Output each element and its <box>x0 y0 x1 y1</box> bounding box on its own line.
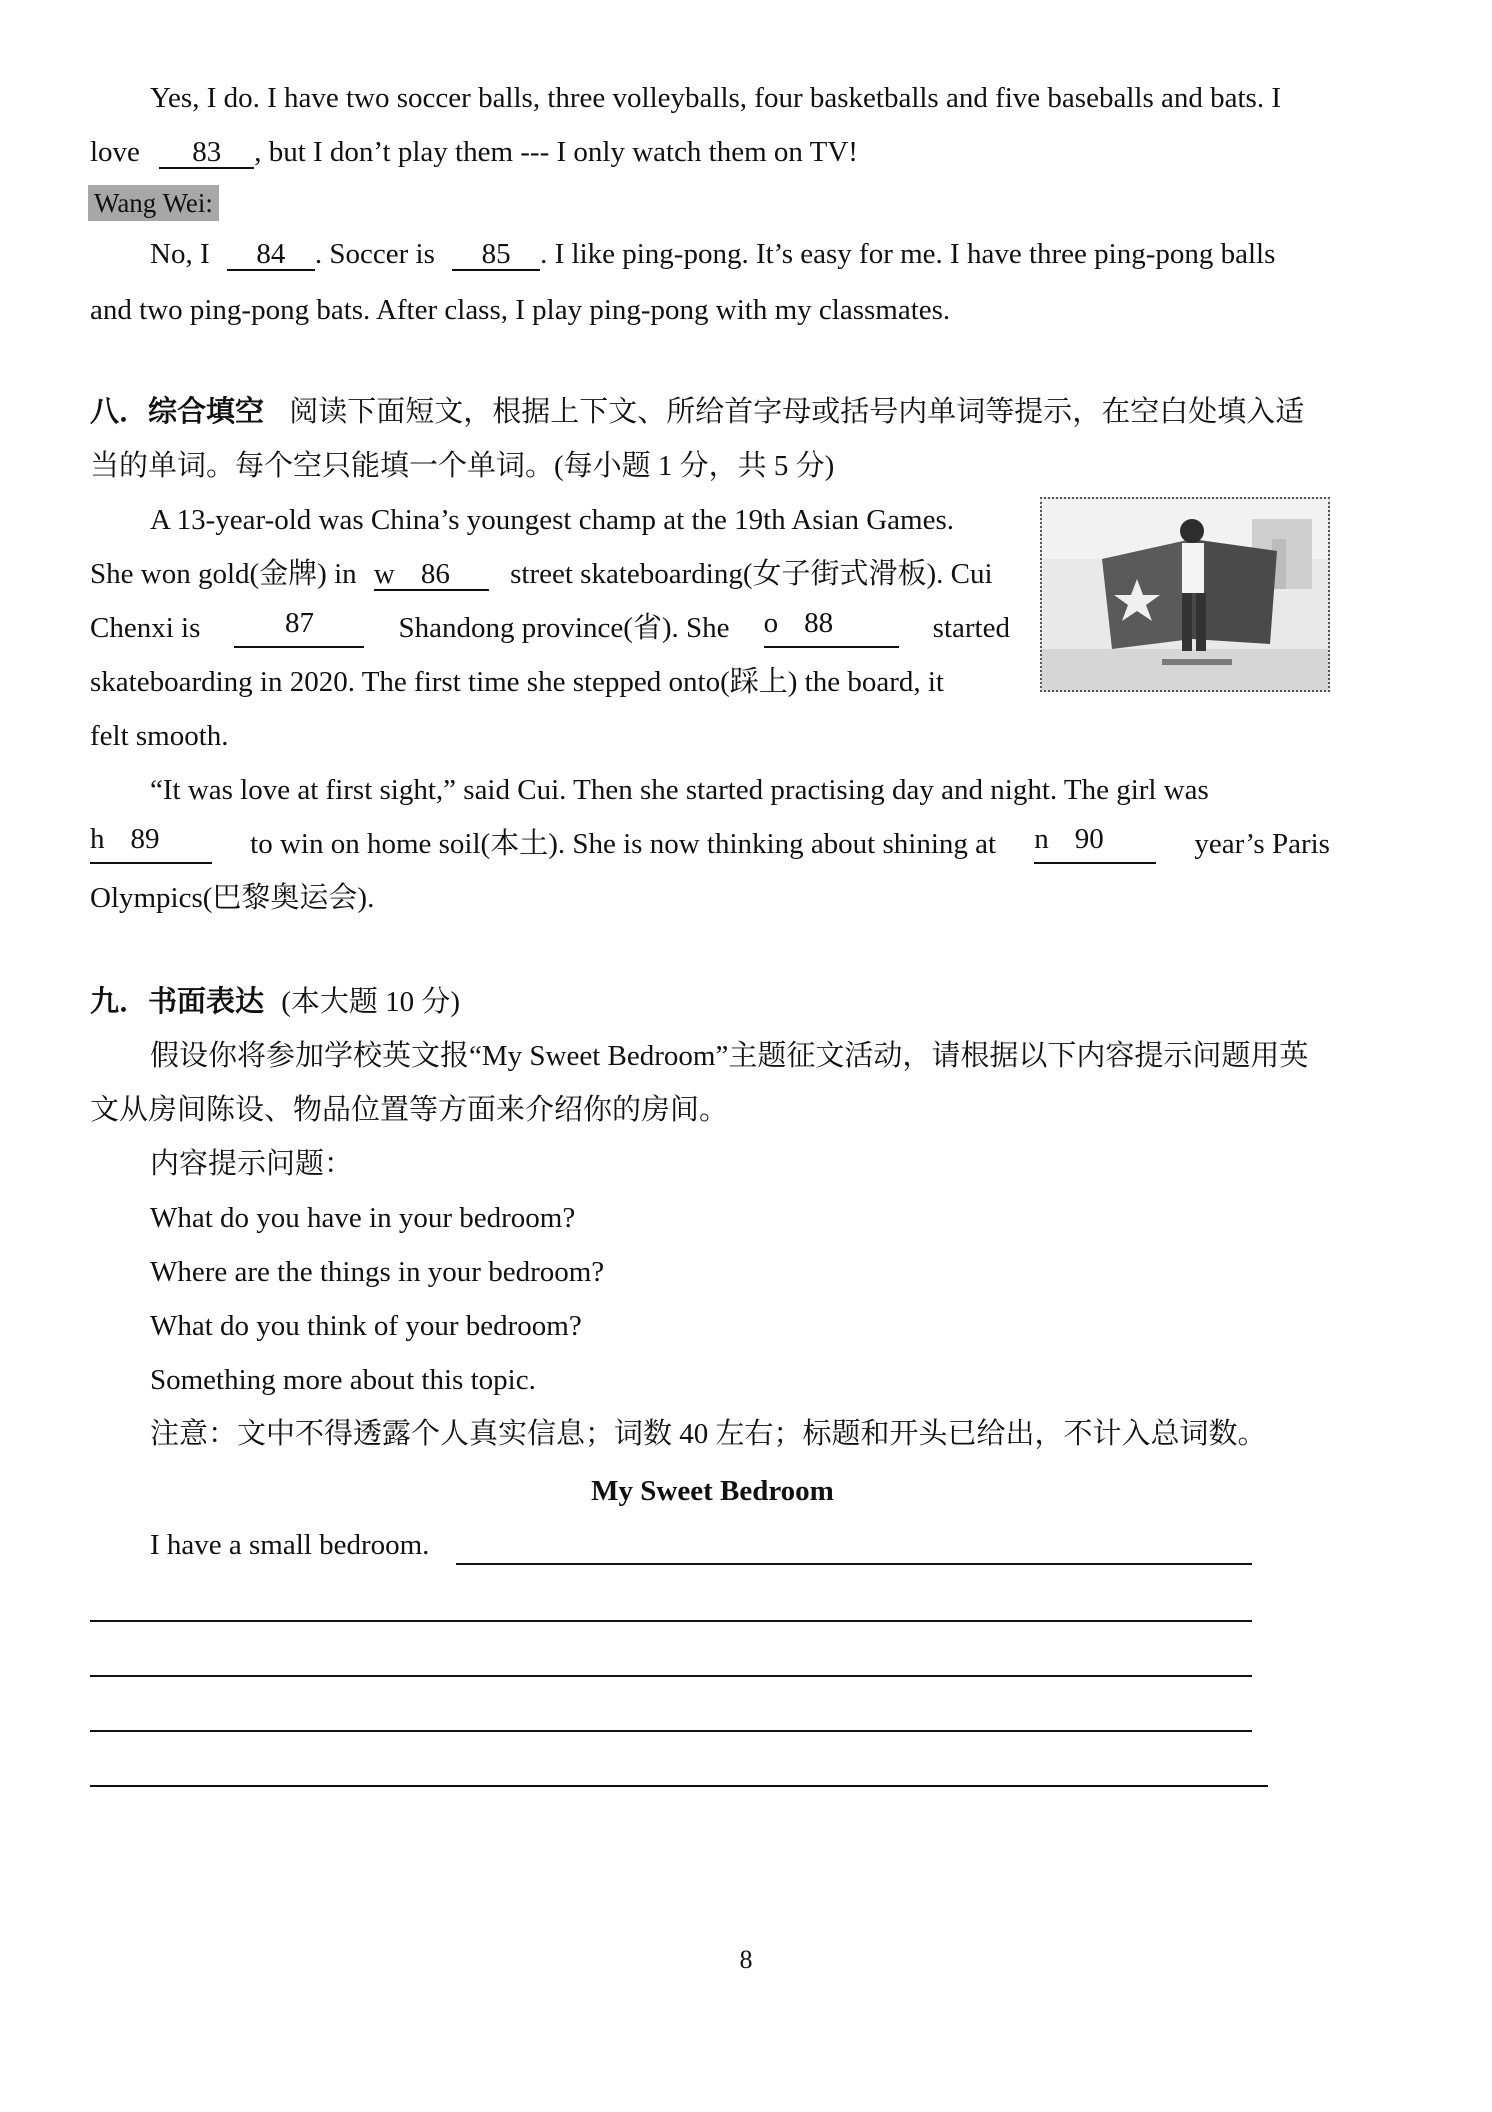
blank-85[interactable]: 85 <box>452 239 540 271</box>
skateboarder-photo-image <box>1042 499 1328 690</box>
writing-line-5[interactable] <box>90 1785 1268 1787</box>
passage-line-1: A 13-year-old was China’s youngest champ at the 19th Asian Games. <box>150 504 955 536</box>
passage-line-7-mid: to win on home soil(本土). She is now thinking about shining at <box>250 828 997 860</box>
essay-opening: I have a small bedroom. <box>150 1529 430 1561</box>
blank-90-letter: n <box>1034 823 1049 855</box>
section-9-heading <box>90 982 460 1022</box>
blank-90[interactable] <box>1034 824 1156 864</box>
blank-89-letter: h <box>90 823 105 855</box>
skateboarder-photo <box>1040 497 1330 692</box>
passage-line-2-post: street skateboarding(女子街式滑板). Cui <box>510 558 993 590</box>
passage-line-3 <box>90 608 1010 648</box>
blank-87[interactable]: 87 <box>234 608 364 648</box>
dialog-line-2 <box>90 132 858 172</box>
blank-86[interactable] <box>374 559 489 591</box>
dialog-line-3-post: . I like ping-pong. It’s easy for me. I have three ping-pong balls <box>540 238 1276 270</box>
blank-86-number: 86 <box>420 558 450 590</box>
passage-line-6: “It was love at first sight,” said Cui. Then she started practising day and night. The girl was <box>150 774 1209 806</box>
passage-line-7-post: year’s Paris <box>1194 828 1330 860</box>
dialog-line-4: and two ping-pong bats. After class, I play ping-pong with my classmates. <box>90 294 951 326</box>
prompt-question-2: Where are the things in your bedroom? <box>150 1256 605 1288</box>
section-8-number: 八．综合填空 <box>90 396 265 428</box>
passage-line-5: felt smooth. <box>90 720 229 752</box>
essay-title: My Sweet Bedroom <box>591 1475 834 1507</box>
blank-88-number: 88 <box>804 607 834 639</box>
blank-86-letter: w <box>373 558 395 590</box>
passage-line-2-pre: She won gold(金牌) in <box>90 558 357 590</box>
passage-line-3-pre: Chenxi is <box>90 612 201 644</box>
writing-line-2[interactable] <box>90 1620 1252 1622</box>
passage-line-7 <box>90 824 1330 864</box>
passage-line-8: Olympics(巴黎奥运会). <box>90 882 375 914</box>
writing-line-1[interactable] <box>456 1563 1252 1565</box>
blank-88-letter: o <box>763 607 779 639</box>
writing-note: 注意：文中不得透露个人真实信息；词数 40 左右；标题和开头已给出，不计入总词数。 <box>150 1418 1267 1450</box>
section-9-points: (本大题 10 分) <box>281 986 461 1018</box>
passage-line-3-post: started <box>932 612 1010 644</box>
prompt-question-1: What do you have in your bedroom? <box>150 1202 576 1234</box>
dialog-line-1: Yes, I do. I have two soccer balls, three volleyballs, four basketballs and five baseballs and bats. I <box>150 82 1281 114</box>
blank-89-number: 89 <box>130 823 160 855</box>
prompt-question-4: Something more about this topic. <box>150 1364 536 1396</box>
dialog-line-3-pre: No, I <box>150 238 210 270</box>
blank-83[interactable]: 83 <box>159 137 254 169</box>
passage-line-3-mid: Shandong province(省). She <box>398 612 730 644</box>
section-9-intro-1: 假设你将参加学校英文报“My Sweet Bedroom”主题征文活动，请根据以下内容提示问题用英 <box>150 1040 1309 1072</box>
blank-89[interactable] <box>90 824 212 864</box>
writing-line-4[interactable] <box>90 1730 1252 1732</box>
writing-line-3[interactable] <box>90 1675 1252 1677</box>
passage-line-4: skateboarding in 2020. The first time she stepped onto(踩上) the board, it <box>90 666 944 698</box>
section-8-instruction: 阅读下面短文，根据上下文、所给首字母或括号内单词等提示，在空白处填入适 <box>289 396 1305 428</box>
dialog-line-2-pre: love <box>90 136 140 168</box>
prompt-label: 内容提示问题： <box>150 1148 354 1180</box>
dialog-line-3 <box>150 234 1275 274</box>
blank-88[interactable] <box>764 608 899 648</box>
section-9-number: 九．书面表达 <box>90 986 265 1018</box>
section-9-intro-2: 文从房间陈设、物品位置等方面来介绍你的房间。 <box>90 1094 729 1126</box>
dialog-line-3-mid: . Soccer is <box>314 238 435 270</box>
speaker-tag: Wang Wei: <box>88 185 219 221</box>
section-8-instruction-2: 当的单词。每个空只能填一个单词。(每小题 1 分，共 5 分) <box>90 450 835 482</box>
prompt-question-3: What do you think of your bedroom? <box>150 1310 582 1342</box>
passage-line-2 <box>90 554 993 594</box>
blank-84[interactable]: 84 <box>227 239 315 271</box>
section-8-heading <box>90 392 1304 432</box>
dialog-line-2-post: , but I don’t play them --- I only watch them on TV! <box>254 136 858 168</box>
blank-90-number: 90 <box>1074 823 1104 855</box>
page-number: 8 <box>739 1945 753 1974</box>
